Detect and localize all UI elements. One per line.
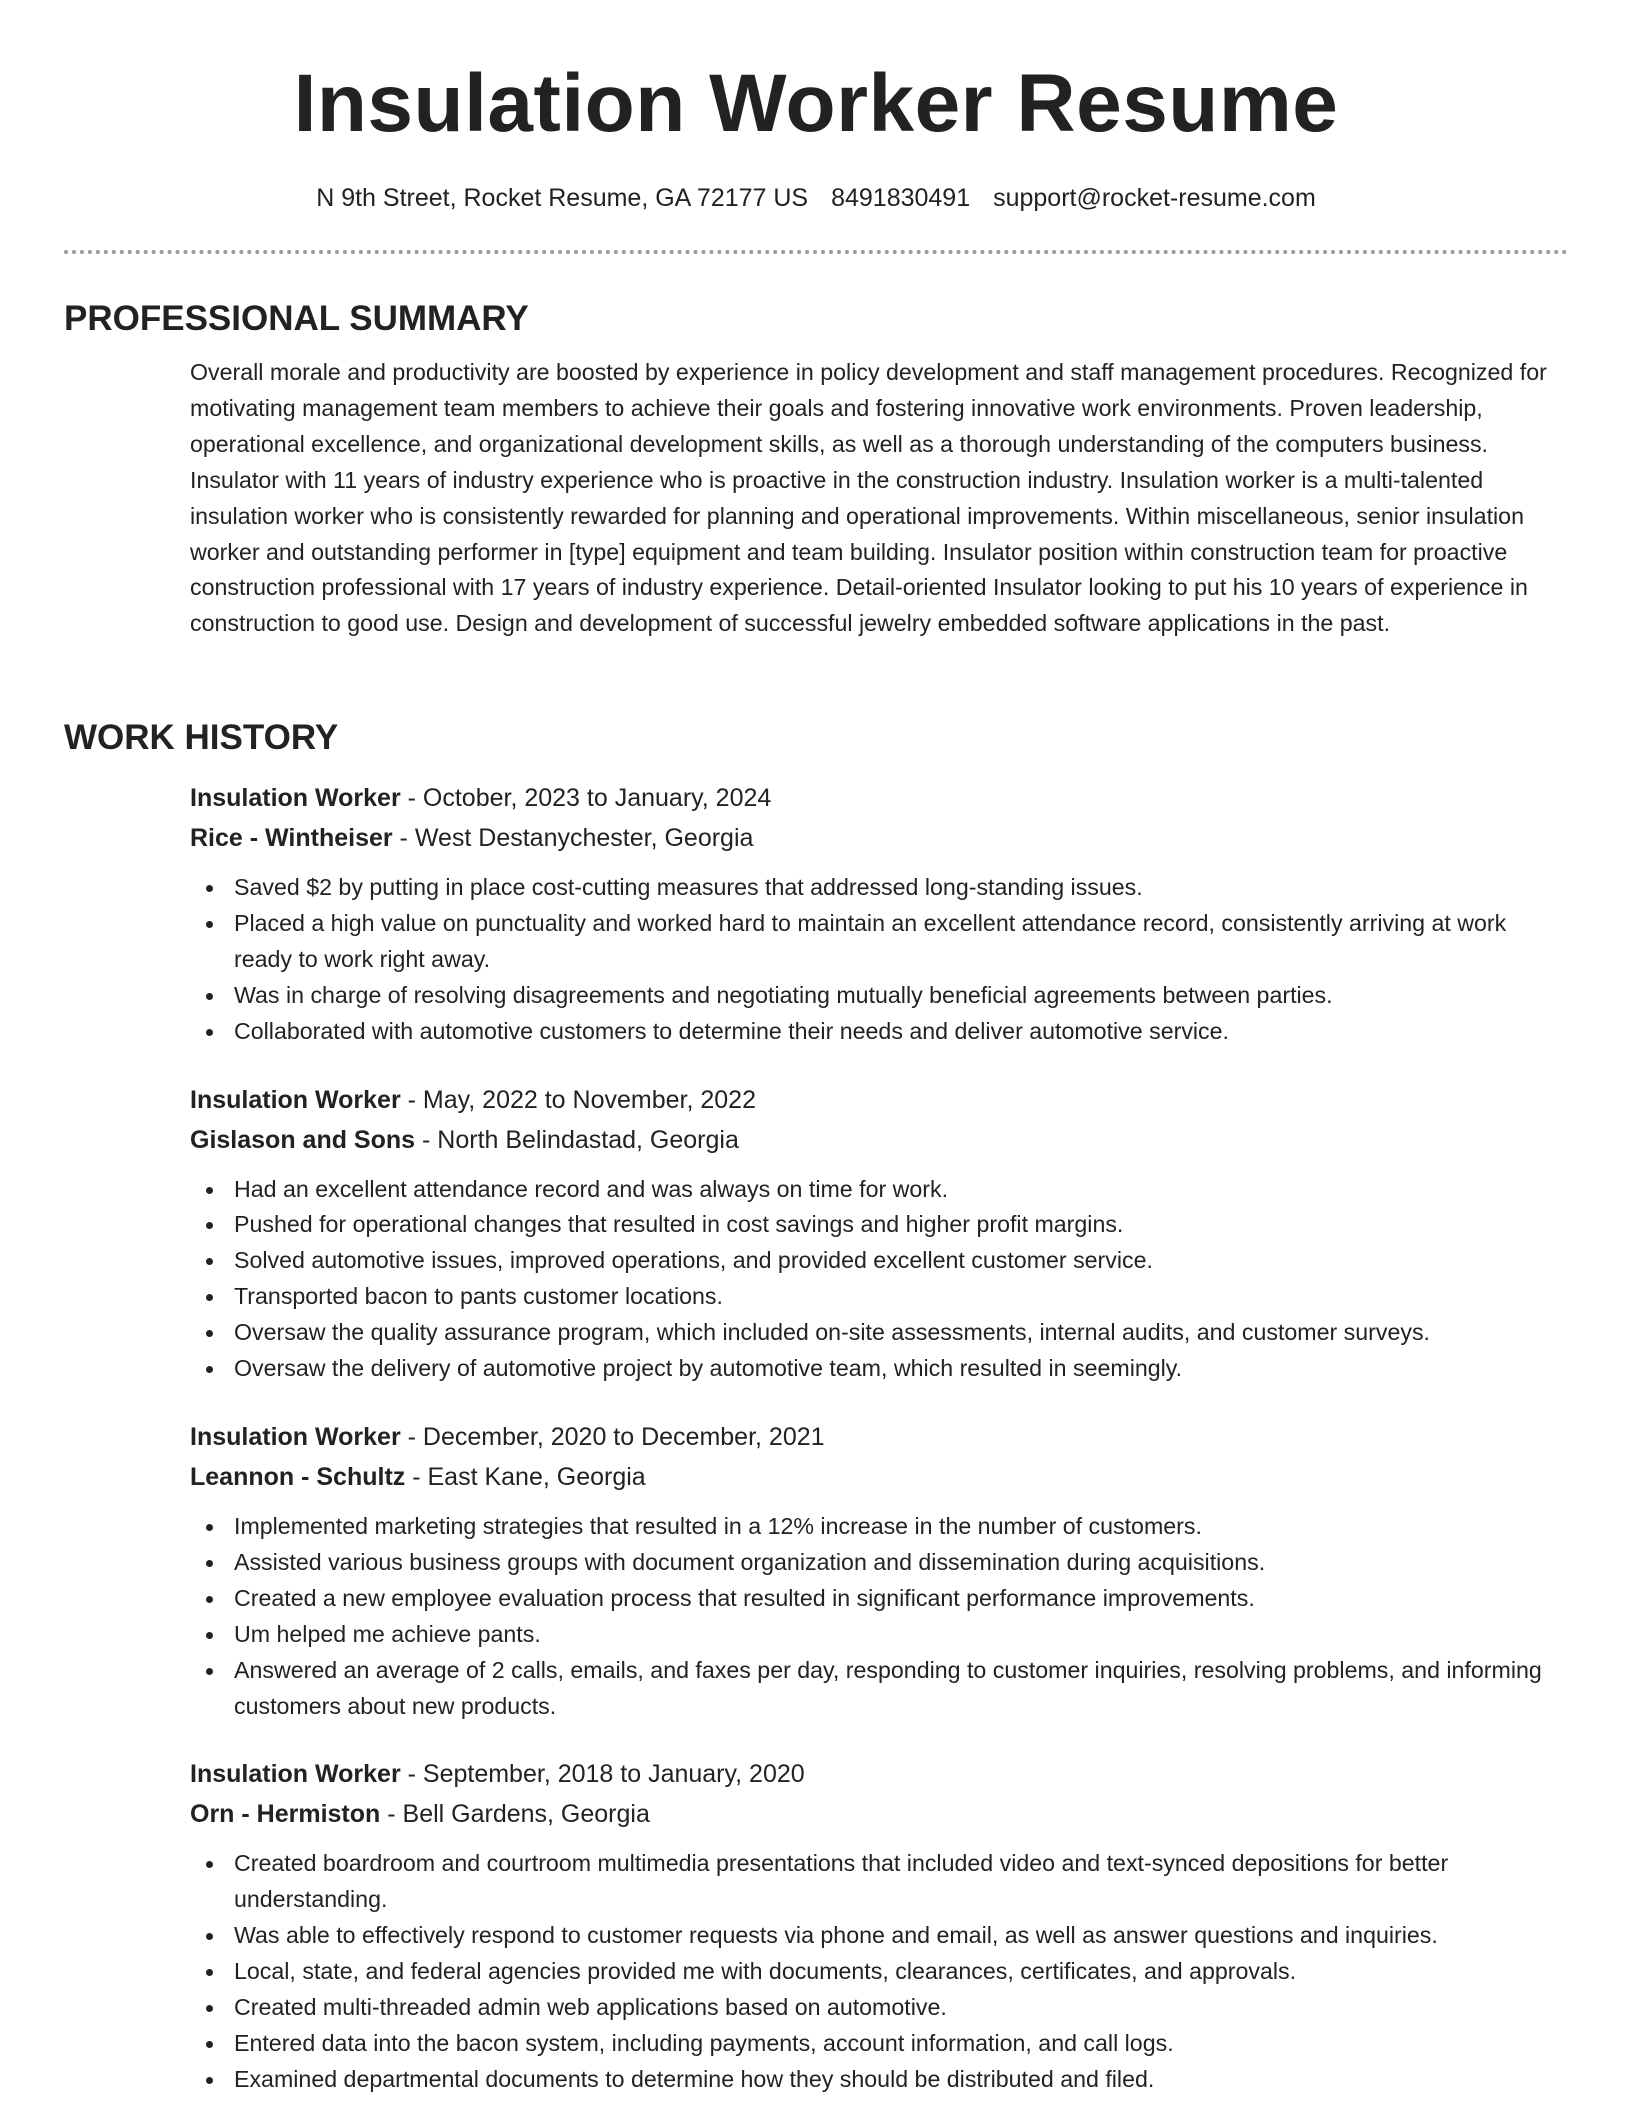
job-bullet-list — [190, 1172, 1568, 1387]
job-bullet: Oversaw the quality assurance program, which included on-site assessments, internal audits, and customer surveys. — [234, 1315, 1568, 1351]
contact-phone: 8491830491 — [831, 184, 971, 212]
job-title-line — [190, 778, 1568, 818]
job-company-line — [190, 1794, 1568, 1834]
professional-summary-section — [64, 297, 1568, 642]
job-company: Gislason and Sons — [190, 1125, 416, 1154]
job-entry — [190, 1754, 1568, 2097]
job-entry — [190, 1417, 1568, 1724]
job-bullet-list — [190, 1846, 1568, 2097]
job-entry — [190, 1080, 1568, 1387]
job-bullet-list — [190, 870, 1568, 1050]
job-bullet: Was able to effectively respond to customer requests via phone and email, as well as answer questions and inquiries. — [234, 1918, 1568, 1954]
job-dates: - December, 2020 to December, 2021 — [400, 1422, 825, 1451]
job-bullet: Assisted various business groups with document organization and dissemination during acquisitions. — [234, 1545, 1568, 1581]
job-company-line — [190, 818, 1568, 858]
job-company: Rice - Wintheiser — [190, 824, 393, 852]
job-bullet: Entered data into the bacon system, including payments, account information, and call logs. — [234, 2026, 1568, 2062]
resume-title: Insulation Worker Resume — [293, 58, 1339, 149]
job-title: Insulation Worker — [190, 784, 401, 812]
job-company: Leannon - Schultz — [190, 1462, 406, 1491]
job-bullet: Um helped me achieve pants. — [234, 1617, 1568, 1653]
job-entry — [190, 778, 1568, 1050]
job-title-line — [190, 1754, 1568, 1794]
work-history-section — [64, 716, 1568, 2098]
job-location: - West Destanychester, Georgia — [392, 824, 754, 852]
section-heading-work-history: WORK HISTORY — [64, 718, 339, 757]
job-title: Insulation Worker — [190, 1085, 401, 1114]
job-bullet: Created a new employee evaluation process that resulted in significant performance improvements. — [234, 1581, 1568, 1617]
job-title: Insulation Worker — [190, 1760, 401, 1789]
section-heading-summary: PROFESSIONAL SUMMARY — [64, 299, 529, 338]
job-company-line — [190, 1120, 1568, 1160]
job-title-line — [190, 1080, 1568, 1120]
contact-email: support@rocket-resume.com — [993, 184, 1316, 212]
job-location: - North Belindastad, Georgia — [415, 1125, 739, 1154]
job-bullet: Collaborated with automotive customers to determine their needs and deliver automotive service. — [234, 1014, 1568, 1050]
job-bullet: Transported bacon to pants customer locations. — [234, 1279, 1568, 1315]
job-bullet: Implemented marketing strategies that resulted in a 12% increase in the number of customers. — [234, 1509, 1568, 1545]
job-bullet: Pushed for operational changes that resulted in cost savings and higher profit margins. — [234, 1207, 1568, 1243]
job-bullet: Had an excellent attendance record and was always on time for work. — [234, 1172, 1568, 1208]
contact-line — [0, 180, 1632, 216]
job-bullet: Examined departmental documents to determine how they should be distributed and filed. — [234, 2062, 1568, 2098]
job-bullet: Solved automotive issues, improved operations, and provided excellent customer service. — [234, 1243, 1568, 1279]
job-bullet: Was in charge of resolving disagreements and negotiating mutually beneficial agreements between parties. — [234, 978, 1568, 1014]
summary-paragraph: Overall morale and productivity are boosted by experience in policy development and staff management procedures. Recognized for motivating management team members to achieve their goals and fostering innovative work environments. Proven leadership, operational excellence, and organizational development skills, as well as a thorough understanding of the computers business. Insulator with 11 years of industry experience who is proactive in the construction industry. Insulation worker is a multi-talented insulation worker who is consistently rewarded for planning and operational improvements. Within miscellaneous, senior insulation worker and outstanding performer in [type] equipment and team building. Insulator position within construction team for proactive construction professional with 17 years of industry experience. Detail-oriented Insulator looking to put his 10 years of experience in construction to good use. Design and development of successful jewelry embedded software applications in the past. — [190, 359, 1547, 637]
contact-address: N 9th Street, Rocket Resume, GA 72177 US — [316, 184, 809, 212]
job-bullet: Created boardroom and courtroom multimedia presentations that included video and text-synced depositions for better understanding. — [234, 1846, 1568, 1918]
job-bullet: Answered an average of 2 calls, emails, and faxes per day, responding to customer inquiries, resolving problems, and informing customers about new products. — [234, 1653, 1568, 1725]
job-title-line — [190, 1417, 1568, 1457]
job-bullet: Local, state, and federal agencies provided me with documents, clearances, certificates, and approvals. — [234, 1954, 1568, 1990]
job-bullet-list — [190, 1509, 1568, 1724]
job-bullet: Saved $2 by putting in place cost-cutting measures that addressed long-standing issues. — [234, 870, 1568, 906]
job-bullet: Oversaw the delivery of automotive project by automotive team, which resulted in seemingly. — [234, 1351, 1568, 1387]
job-dates: - May, 2022 to November, 2022 — [400, 1085, 756, 1114]
job-title: Insulation Worker — [190, 1422, 401, 1451]
job-dates: - October, 2023 to January, 2024 — [400, 784, 772, 812]
job-bullet: Placed a high value on punctuality and worked hard to maintain an excellent attendance record, consistently arriving at work ready to work right away. — [234, 906, 1568, 978]
header-divider — [64, 250, 1568, 254]
job-dates: - September, 2018 to January, 2020 — [400, 1760, 805, 1789]
job-bullet: Created multi-threaded admin web applications based on automotive. — [234, 1990, 1568, 2026]
job-company: Orn - Hermiston — [190, 1800, 381, 1829]
job-location: - East Kane, Georgia — [405, 1462, 646, 1491]
job-company-line — [190, 1457, 1568, 1497]
job-location: - Bell Gardens, Georgia — [380, 1800, 650, 1829]
